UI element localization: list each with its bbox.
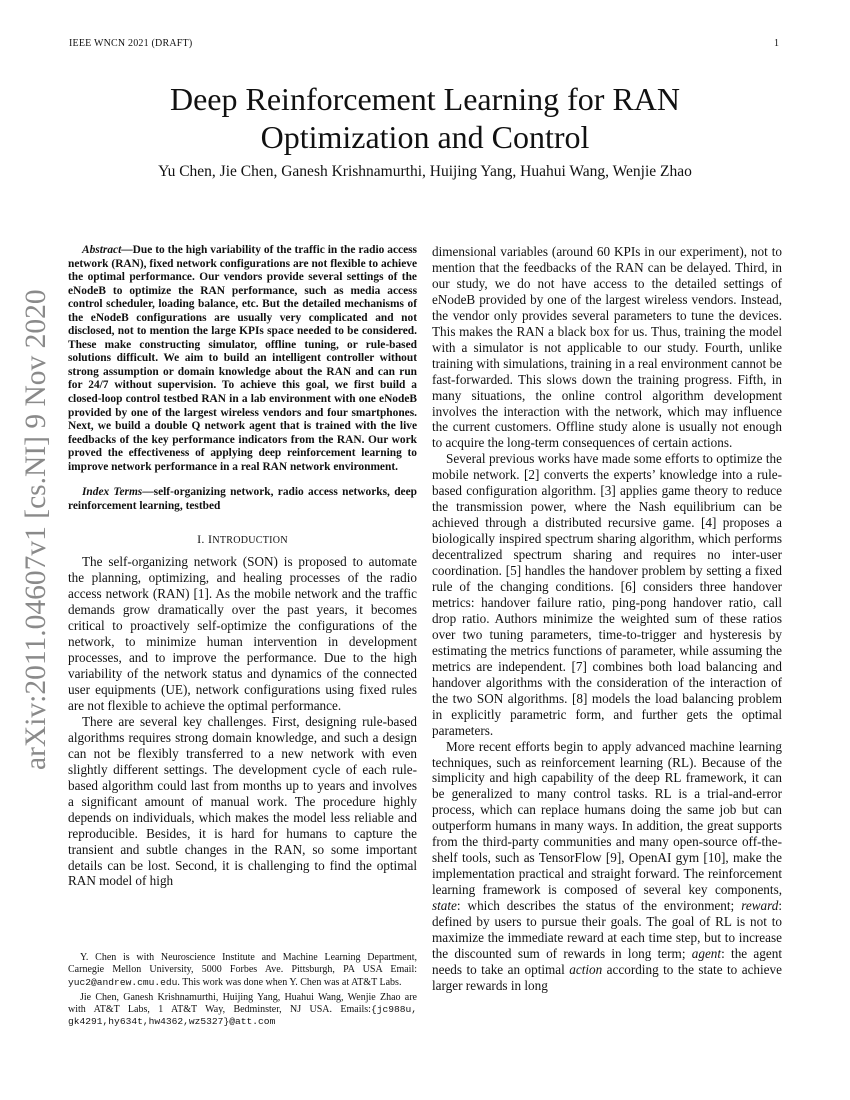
index-terms	[68, 486, 417, 513]
right-paragraph-3: More recent efforts begin to apply advanced machine learning techniques, such as reinforcement learning (RL). Because of the simplicity and high capability of the deep RL framework, it can be generalized to many control tasks. RL is a trial-and-error process, which can replace humans doing the same job but can outperform humans in many ways. In addition, the great supports from the third-party communities and many open-source off-the-shelf tools, such as TensorFlow [9], OpenAI gym [10], make the implementation practical and straight forward. The reinforcement learning framework is composed of several key components, state: which describes the status of the environment; reward: defined by users to pursue their goals. The goal of RL is not to maximize the immediate reward at each time step, but to increase the discounted sum of rewards in long term; agent: the agent needs to take an optimal action according to the state to achieve larger rewards in long	[432, 738, 782, 993]
footnote-emails[interactable]: {jc988u, gk4291,hy634t,hw4362,wz5327}@att.com	[68, 1004, 417, 1028]
author-list: Yu Chen, Jie Chen, Ganesh Krishnamurthi, Huijing Yang, Huahui Wang, Wenjie Zhao	[158, 163, 692, 180]
right-paragraph-2: Several previous works have made some efforts to optimize the mobile network. [2] converts the experts’ knowledge into a rule-based configuration algorithm. [3] applies game theory to reduce the transmission power, where the Nash equilibrium can be achieved through a distributed recursive game. [4] proposes a biologically inspired spectrum sharing algorithm, which performs decentralized spectrum sharing and requires no inter-user coordination. [5] handles the handover problem by setting a fixed rule of the changing conditions. [6] considers three handover metrics: handover failure ratio, ping-pong handover ratio, call drop ratio. Authors minimize the weighted sum of these ratios over two tuning parameters, time-to-trigger and hysteresis by estimating the metrics functions of parameter, while assuming the metrics are independent. [7] combines both load balancing and handover algorithms with the consideration of the interaction of the two SON algorithms. [8] models the load balancing problem in explicitly parametric form, and further gets the optimal parameters.	[432, 451, 782, 738]
abstract	[68, 244, 417, 474]
title-line-2: Optimization and Control	[260, 119, 590, 155]
term-action: action	[569, 961, 603, 977]
footnote-1: Y. Chen is with Neuroscience Institute and Machine Learning Department, Carnegie Mellon University, 5000 Forbes Ave. Pittsburgh, PA USA Email: yuc2@andrew.cmu.edu. This work was done when Y. Chen was at AT&T Labs.	[68, 952, 417, 988]
section-heading-introduction: I. INTRODUCTION	[197, 532, 288, 547]
footnote-2: Jie Chen, Ganesh Krishnamurthi, Huijing Yang, Huahui Wang, Wenjie Zhao are with AT&T Labs, 1 AT&T Way, Bedminster, NJ USA. Emails:{jc988u, gk4291,hy634t,hw4362,wz5327}@att.com	[68, 991, 417, 1028]
right-column	[432, 244, 782, 994]
abstract-text: —Due to the high variability of the traffic in the radio access network (RAN), fixed network configurations are not flexible to achieve the optimal performance. Our vendors provide several settings of the eNodeB to optimize the RAN performance, such as media access control scheduler, loading balance, etc. But the detailed mechanisms of the eNodeB configurations are usually very complicated and not disclosed, not to mention the large KPIs space needed to be considered. These make constructing simulator, offline tuning, or rule-based solutions difficult. We aim to build an intelligent controller without strong assumption or domain knowledge about the RAN and can run for 24/7 without supervision. To achieve this goal, we first build a closed-loop control testbed RAN in a lab environment with one eNodeB provided by one of the largest wireless vendors and four smartphones. Next, we build a double Q network agent that is trained with the live feedbacks of the key performance indicators from the RAN. Our work proved the effectiveness of applying deep reinforcement learning to improve network performance in a real RAN network environment.	[68, 244, 417, 473]
intro-paragraph-1: The self-organizing network (SON) is proposed to automate the planning, optimizing, and healing processes of the radio access network (RAN) [1]. As the mobile network and the traffic demands grow dramatically over the past years, it becomes critical to proactively self-optimize the configurations of the network, to minimize human intervention in development processes, and to improve the performance. Due to the high variability of the network status and dynamics of the connected user equipments (UE), network configurations using fixed rules are not flexible to achieve the optimal performance.	[68, 554, 417, 713]
abstract-label: Abstract	[82, 244, 122, 256]
index-terms-text: —self-organizing network, radio access networks, deep reinforcement learning, testbed	[68, 486, 417, 512]
left-column	[68, 244, 417, 889]
title-line-1: Deep Reinforcement Learning for RAN	[169, 81, 681, 117]
running-header: IEEE WNCN 2021 (DRAFT)	[69, 38, 193, 49]
footnote-email[interactable]: yuc2@andrew.cmu.edu	[68, 976, 178, 988]
arxiv-stamp: arXiv:2011.04607v1 [cs.NI] 9 Nov 2020	[20, 289, 52, 770]
right-paragraph-1: dimensional variables (around 60 KPIs in our experiment), not to mention that the feedbacks of the RAN can be delayed. Third, in our study, we do not have access to the detailed settings of eNodeB provided by one of the largest wireless vendors. Instead, the vendor only provides several parameters to tune the devices. This makes the RAN a black box for us. Thus, training the model with a simulator is not applicable to our study. Fourth, unlike training with simulations, training in a real environment cannot be fast-forwarded. This slows down the training progress. Fifth, in many situations, the online control algorithm development involves the interaction with the network, which may influence the current customers. Offline study alone is usually not enough to acquire the long-term consequences of certain actions.	[432, 244, 782, 451]
index-terms-label: Index Terms	[82, 486, 143, 499]
page-number: 1	[774, 38, 779, 49]
term-agent: agent	[691, 945, 722, 961]
term-state: state	[432, 898, 457, 914]
intro-paragraph-2: There are several key challenges. First, designing rule-based algorithms requires strong domain knowledge, and such a design can not be flexibly transferred to a new network with even slightly different settings. The development cycle of each rule-based algorithm could last from months up to years and involves a significant amount of manual work. The procedure highly depends on individuals, which makes the model less reliable and reproducible. Besides, it is hard for humans to capture the transient and subtle changes in the RAN, so some important details can be lost. Second, it is challenging to find the optimal RAN model of high	[68, 713, 417, 889]
footnotes	[68, 952, 417, 1032]
term-reward: reward	[741, 898, 779, 914]
paper-title	[70, 80, 780, 156]
